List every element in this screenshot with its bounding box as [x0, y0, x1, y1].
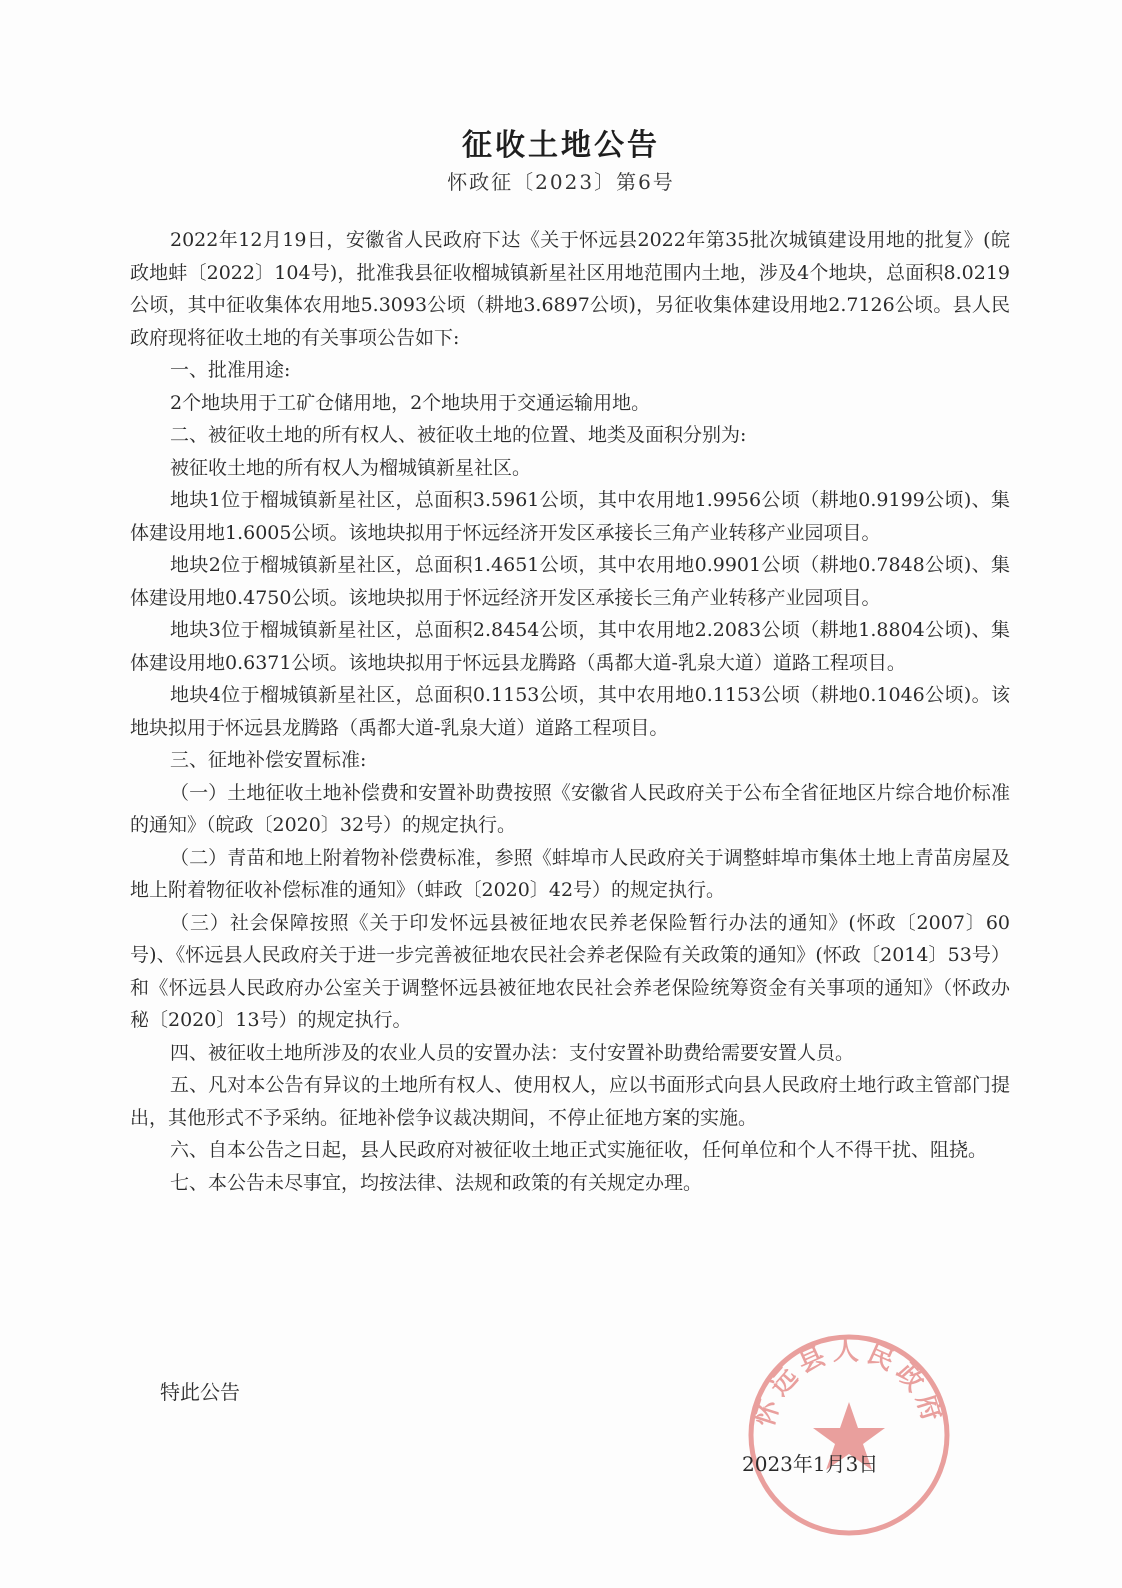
paragraph: 被征收土地的所有权人为榴城镇新星社区。	[170, 456, 532, 479]
paragraph: （一）土地征收土地补偿费和安置补助费按照《安徽省人民政府关于公布全省征地区片综合地价标准的通知》（皖政〔2020〕32号）的规定执行。	[130, 781, 1010, 836]
document-date: 2023年1月3日	[742, 1452, 879, 1476]
seal-text: 怀远县人民政府	[749, 1336, 949, 1431]
paragraph: 六、自本公告之日起，县人民政府对被征收土地正式实施征收，任何单位和个人不得干扰、阻挠。	[170, 1139, 988, 1161]
paragraph: （二）青苗和地上附着物补偿费标准，参照《蚌埠市人民政府关于调整蚌埠市集体土地上青苗房屋及地上附着物征收补偿标准的通知》（蚌政〔2020〕42号）的规定执行。	[130, 846, 1010, 901]
paragraph: 地块1位于榴城镇新星社区，总面积3.5961公顷，其中农用地1.9956公顷（耕地0.9199公顷)、集体建设用地1.6005公顷。该地块拟用于怀远经济开发区承接长三角产业转移产业园项目。	[130, 489, 1010, 544]
sign-off: 特此公告	[160, 1380, 240, 1404]
paragraph: 地块4位于榴城镇新星社区，总面积0.1153公顷，其中农用地0.1153公顷（耕地0.1046公顷)。该地块拟用于怀远县龙腾路（禹都大道-乳泉大道）道路工程项目。	[130, 684, 1010, 739]
official-seal-icon	[744, 1330, 954, 1540]
document-body	[130, 224, 1010, 1199]
paragraph: 2022年12月19日，安徽省人民政府下达《关于怀远县2022年第35批次城镇建设用地的批复》(皖政地蚌〔2022〕104号)，批准我县征收榴城镇新星社区用地范围内土地，涉及4个地块，总面积8.0219公顷，其中征收集体农用地5.3093公顷（耕地3.6897公顷)，另征收集体建设用地2.7126公顷。县人民政府现将征收土地的有关事项公告如下:	[130, 229, 1010, 349]
paragraph: 一、批准用途:	[170, 359, 291, 381]
paragraph: （三）社会保障按照《关于印发怀远县被征地农民养老保险暂行办法的通知》(怀政〔2007〕60号)、《怀远县人民政府关于进一步完善被征地农民社会养老保险有关政策的通知》(怀政〔2014〕53号）和《怀远县人民政府办公室关于调整怀远县被征地农民社会养老保险统筹资金有关事项的通知》（怀政办秘〔2020〕13号）的规定执行。	[130, 911, 1010, 1031]
paragraph: 三、征地补偿安置标准:	[170, 749, 367, 771]
paragraph: 2个地块用于工矿仓储用地，2个地块用于交通运输用地。	[170, 391, 651, 414]
paragraph: 地块3位于榴城镇新星社区，总面积2.8454公顷，其中农用地2.2083公顷（耕地1.8804公顷)、集体建设用地0.6371公顷。该地块拟用于怀远县龙腾路（禹都大道-乳泉大道）道路工程项目。	[130, 619, 1010, 674]
paragraph: 四、被征收土地所涉及的农业人员的安置办法：支付安置补助费给需要安置人员。	[170, 1041, 855, 1064]
paragraph: 七、本公告未尽事宜，均按法律、法规和政策的有关规定办理。	[170, 1171, 703, 1194]
document-number: 怀政征〔2023〕第6号	[447, 170, 675, 194]
document-title: 征收土地公告	[462, 128, 660, 163]
paragraph: 二、被征收土地的所有权人、被征收土地的位置、地类及面积分别为:	[170, 424, 747, 446]
paragraph: 五、凡对本公告有异议的土地所有权人、使用权人，应以书面形式向县人民政府土地行政主管部门提出，其他形式不予采纳。征地补偿争议裁决期间，不停止征地方案的实施。	[130, 1074, 1010, 1129]
paragraph: 地块2位于榴城镇新星社区，总面积1.4651公顷，其中农用地0.9901公顷（耕地0.7848公顷)、集体建设用地0.4750公顷。该地块拟用于怀远经济开发区承接长三角产业转移产业园项目。	[130, 554, 1010, 609]
